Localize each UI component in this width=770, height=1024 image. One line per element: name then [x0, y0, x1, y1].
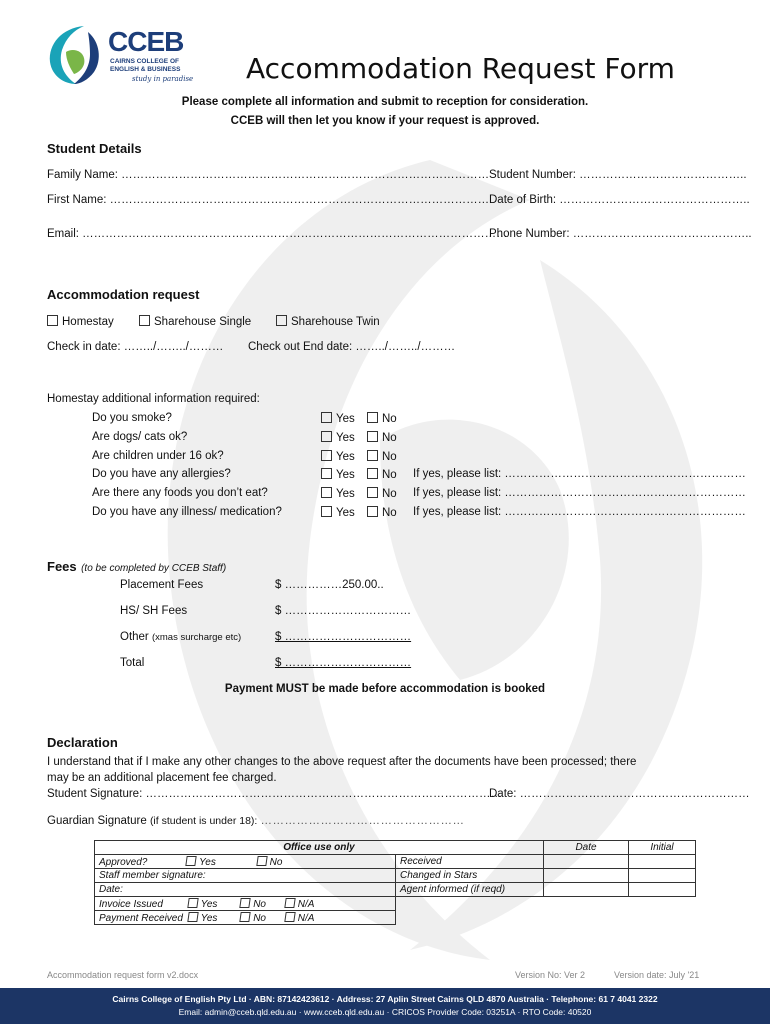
first-name-field[interactable]: First Name: ………………………………………………………………………………………: [47, 194, 490, 206]
checkbox-icon[interactable]: [321, 487, 332, 498]
office-use-title: Office use only: [95, 841, 544, 855]
homestay-yes-option[interactable]: Yes: [321, 412, 355, 425]
fee-label: Total: [120, 657, 145, 669]
fees-heading-row: [47, 558, 226, 576]
invoice-yes-checkbox-icon[interactable]: [187, 898, 198, 908]
office-date-cell: Date:: [95, 883, 396, 897]
email-field[interactable]: Email: …………………………………………………………………………………………………: [47, 228, 508, 240]
checkbox-icon[interactable]: [367, 431, 378, 442]
fee-value-field[interactable]: $ ……………………………: [275, 631, 412, 643]
student-signature-field[interactable]: Student Signature: …………………………………………………………………………………: [47, 788, 502, 800]
cceb-swirl-icon: [44, 22, 106, 86]
student-number-field[interactable]: Student Number: ……………………………………..: [489, 169, 747, 181]
homestay-heading: Homestay additional information required:: [47, 393, 260, 405]
fee-value-field[interactable]: $ ……………………………: [275, 657, 412, 669]
homestay-question: Are children under 16 ok?: [92, 450, 224, 462]
logo-line2: ENGLISH & BUSINESS: [110, 66, 181, 73]
footer-line-2: Email: admin@cceb.qld.edu.au · www.cceb.qld.edu.au · CRICOS Provider Code: 03251A · RTO Code: 40520: [178, 1007, 592, 1017]
declaration-heading: Declaration: [47, 735, 118, 750]
office-use-table: [94, 840, 696, 925]
office-staff-sig-cell: Staff member signature:: [95, 869, 396, 883]
office-received-cell: Received: [396, 855, 544, 869]
checkbox-icon[interactable]: [321, 506, 332, 517]
intro-line-1: Please complete all information and submit to reception for consideration.: [181, 96, 589, 108]
homestay-yes-option[interactable]: Yes: [321, 506, 355, 519]
checkbox-icon[interactable]: [321, 450, 332, 461]
checkbox-icon[interactable]: [367, 487, 378, 498]
guardian-signature-field[interactable]: Guardian Signature (if student is under 18): ……………………………………………: [47, 815, 465, 827]
homestay-yes-option[interactable]: Yes: [321, 431, 355, 444]
fees-heading: Fees: [47, 559, 77, 574]
checkbox-icon[interactable]: [139, 315, 150, 326]
fee-label: Placement Fees: [120, 579, 204, 591]
checkbox-icon[interactable]: [276, 315, 287, 326]
option-sharehouse-twin[interactable]: Sharehouse Twin: [276, 315, 380, 328]
homestay-no-option[interactable]: No: [367, 468, 397, 481]
checkbox-icon[interactable]: [367, 506, 378, 517]
payment-no-checkbox-icon[interactable]: [239, 912, 250, 922]
payment-na-checkbox-icon[interactable]: [284, 912, 295, 922]
accommodation-heading: Accommodation request: [47, 287, 200, 302]
homestay-question: Are dogs/ cats ok?: [92, 431, 188, 443]
office-approved-cell: Approved? Yes No: [95, 855, 396, 869]
checkbox-icon[interactable]: [321, 468, 332, 479]
checkbox-icon[interactable]: [47, 315, 58, 326]
payment-yes-checkbox-icon[interactable]: [187, 912, 198, 922]
invoice-na-checkbox-icon[interactable]: [284, 898, 295, 908]
logo-line1: CAIRNS COLLEGE OF: [110, 58, 179, 65]
footer-filename: Accommodation request form v2.docx: [47, 970, 199, 980]
option-homestay[interactable]: Homestay: [47, 315, 114, 328]
footer-version-date: Version date: July '21: [614, 970, 700, 980]
page-title: Accommodation Request Form: [246, 52, 675, 85]
cceb-logo: [44, 22, 194, 86]
approved-no-checkbox-icon[interactable]: [256, 856, 267, 866]
checkbox-icon[interactable]: [367, 468, 378, 479]
declaration-text-2: may be an additional placement fee charged.: [47, 772, 277, 784]
footer-line-1: Cairns College of English Pty Ltd · ABN: 87142423612 · Address: 27 Aplin Street Cairns QLD 4870 Australia · Telephone: 61 7 4041 2322: [112, 994, 658, 1004]
office-payment-cell: Payment Received Yes No N/A: [95, 911, 396, 925]
office-initial-col: Initial: [629, 841, 696, 855]
family-name-field[interactable]: Family Name: ……………………………………………………………………………………: [47, 169, 490, 181]
office-invoice-cell: Invoice Issued Yes No N/A: [95, 897, 396, 911]
office-changed-cell: Changed in Stars: [396, 869, 544, 883]
homestay-question: Do you smoke?: [92, 412, 172, 424]
invoice-no-checkbox-icon[interactable]: [239, 898, 250, 908]
fees-note: (to be completed by CCEB Staff): [81, 563, 227, 574]
office-date-col: Date: [544, 841, 629, 855]
office-agent-cell: Agent informed (if reqd): [396, 883, 544, 897]
homestay-question: Do you have any illness/ medication?: [92, 506, 282, 518]
homestay-list-field[interactable]: If yes, please list: ………………………………………………………: [413, 487, 746, 499]
homestay-no-option[interactable]: No: [367, 431, 397, 444]
fee-label: HS/ SH Fees: [120, 605, 188, 617]
homestay-no-option[interactable]: No: [367, 450, 397, 463]
homestay-question: Do you have any allergies?: [92, 468, 231, 480]
student-details-heading: Student Details: [47, 141, 142, 156]
payment-note: Payment MUST be made before accommodation is booked: [224, 683, 546, 695]
check-in-date-field[interactable]: Check in date: ……../……../………: [47, 341, 224, 353]
homestay-yes-option[interactable]: Yes: [321, 450, 355, 463]
checkbox-icon[interactable]: [367, 412, 378, 423]
logo-tagline: study in paradise: [132, 75, 194, 83]
homestay-no-option[interactable]: No: [367, 487, 397, 500]
footer-bar: [0, 988, 770, 1024]
check-out-date-field[interactable]: Check out End date: ……../……../………: [248, 341, 456, 353]
checkbox-icon[interactable]: [321, 431, 332, 442]
homestay-yes-option[interactable]: Yes: [321, 468, 355, 481]
declaration-date-field[interactable]: Date: ……………………………………………………: [489, 788, 750, 800]
homestay-yes-option[interactable]: Yes: [321, 487, 355, 500]
homestay-list-field[interactable]: If yes, please list: ………………………………………………………: [413, 506, 746, 518]
homestay-list-field[interactable]: If yes, please list: ………………………………………………………: [413, 468, 746, 480]
checkbox-icon[interactable]: [321, 412, 332, 423]
fee-value-field[interactable]: $ ……………250.00..: [275, 579, 384, 591]
footer-version: Version No: Ver 2: [515, 970, 586, 980]
checkbox-icon[interactable]: [367, 450, 378, 461]
approved-yes-checkbox-icon[interactable]: [185, 856, 196, 866]
logo-brand: CCEB: [108, 26, 184, 57]
homestay-no-option[interactable]: No: [367, 412, 397, 425]
fee-value-field[interactable]: $ ……………………………: [275, 605, 412, 617]
dob-field[interactable]: Date of Birth: …………………………………………..: [489, 194, 750, 206]
fee-label: Other (xmas surcharge etc): [120, 631, 242, 643]
homestay-no-option[interactable]: No: [367, 506, 397, 519]
intro-line-2: CCEB will then let you know if your request is approved.: [230, 115, 540, 127]
option-sharehouse-single[interactable]: Sharehouse Single: [139, 315, 251, 328]
phone-field[interactable]: Phone Number: ………………………………………..: [489, 228, 752, 240]
homestay-question: Are there any foods you don’t eat?: [92, 487, 268, 499]
declaration-text-1: I understand that if I make any other changes to the above request after the documents have been processed; there: [47, 756, 637, 768]
